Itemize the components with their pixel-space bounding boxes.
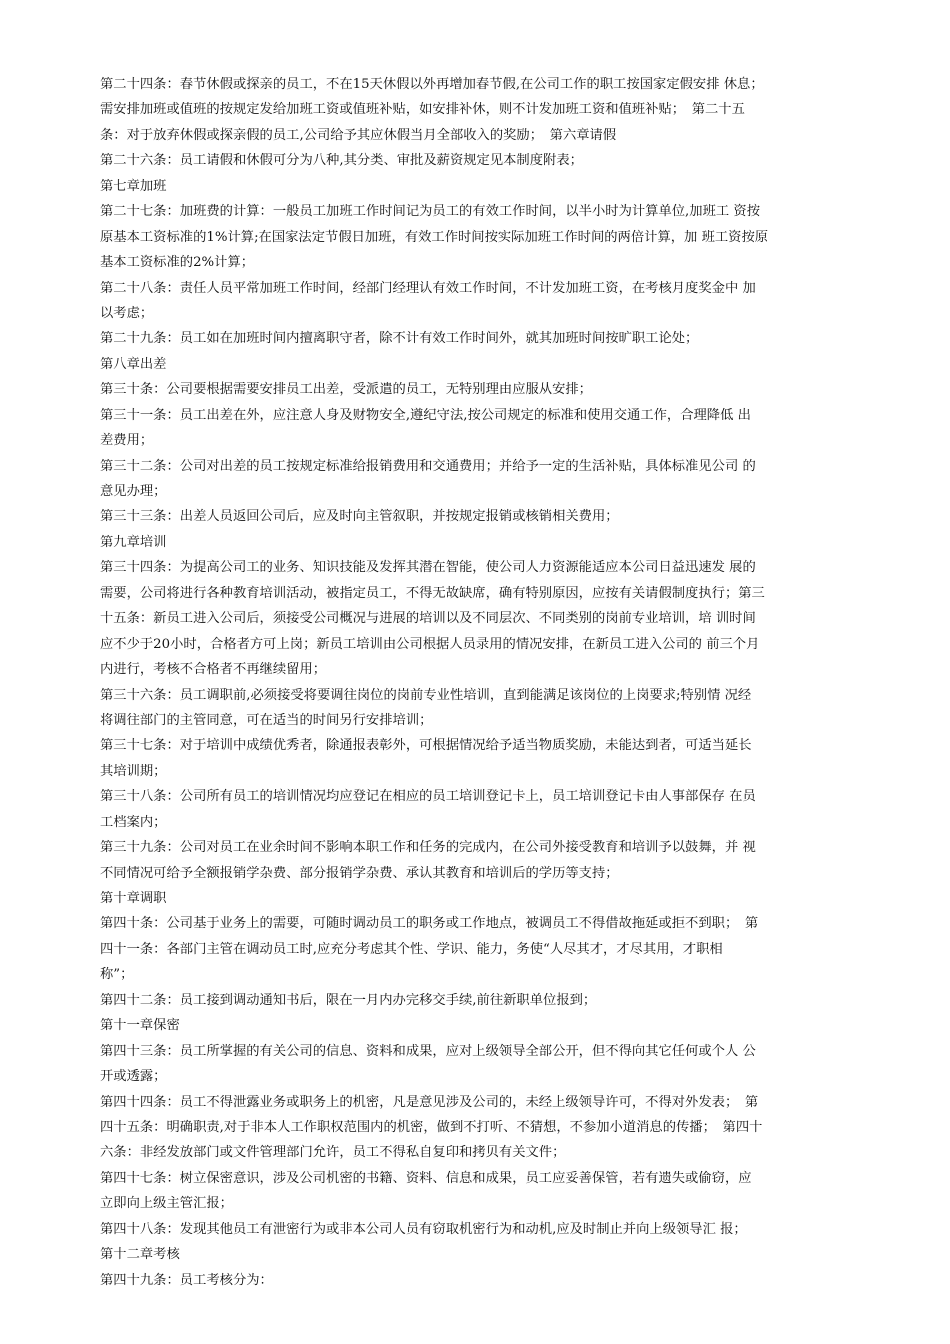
text-line: 基本工资标准的2%计算； (100, 255, 255, 271)
text-line: 第二十八条：责任人员平常加班工作时间，经部门经理认有效工作时间，不计发加班工资，在考核月度奖金中 加 (100, 280, 756, 296)
text-line: 第十二章考核 (100, 1247, 180, 1263)
text-line: 立即向上级主管汇报； (100, 1196, 233, 1212)
text-line: 不同情况可给予全额报销学杂费、部分报销学杂费、承认其教育和培训后的学历等支持； (100, 865, 619, 881)
text-line: 第三十四条：为提高公司工的业务、知识技能及发挥其潜在智能，使公司人力资源能适应本公司日益迅速发 展的 (100, 560, 756, 576)
text-line: 第八章出差 (100, 356, 167, 372)
text-line: 六条：非经发放部门或文件管理部门允许，员工不得私自复印和拷贝有关文件； (100, 1145, 566, 1161)
text-line: 第三十一条：员工出差在外，应注意人身及财物安全,遵纪守法,按公司规定的标准和使用交通工作，合理降低 出 (100, 407, 751, 423)
text-line: 称”； (100, 967, 134, 983)
text-line: 第二十七条：加班费的计算：一般员工加班工作时间记为员工的有效工作时间，以半小时为计算单位,加班工 资按 (100, 204, 760, 220)
text-line: 第四十七条：树立保密意识，涉及公司机密的书籍、资料、信息和成果，员工应妥善保管，若有遗失或偷窃，应 (100, 1170, 752, 1186)
text-line: 内进行，考核不合格者不再继续留用； (100, 662, 327, 678)
text-line: 第三十八条：公司所有员工的培训情况均应登记在相应的员工培训登记卡上，员工培训登记卡由人事部保存 在员 (100, 789, 756, 805)
text-line: 第二十九条：员工如在加班时间内擅离职守者，除不计有效工作时间外，就其加班时间按旷职工论处； (100, 331, 699, 347)
text-line: 差费用； (100, 433, 154, 449)
text-line: 第三十九条：公司对员工在业余时间不影响本职工作和任务的完成内，在公司外接受教育和培训予以鼓舞，并 视 (100, 840, 756, 856)
text-line: 第四十九条：员工考核分为： (100, 1272, 273, 1288)
text-line: 需要，公司将进行各种教育培训活动，被指定员工，不得无故缺席，确有特别原因，应按有关请假制度执行；第三 (100, 585, 765, 601)
text-line: 其培训期； (100, 763, 167, 779)
text-line: 开或透露； (100, 1069, 167, 1085)
text-line: 第四十二条：员工接到调动通知书后，限在一月内办完移交手续,前往新职单位报到； (100, 992, 597, 1008)
text-line: 第四十八条：发现其他员工有泄密行为或非本公司人员有窃取机密行为和动机,应及时制止并向上级领导汇 报； (100, 1221, 747, 1237)
text-line: 将调往部门的主管同意，可在适当的时间另行安排培训； (100, 712, 433, 728)
text-line: 条：对于放弃休假或探亲假的员工,公司给予其应休假当月全部收入的奖励； 第六章请假 (100, 127, 617, 143)
text-line: 第四十三条：员工所掌握的有关公司的信息、资料和成果，应对上级领导全部公开，但不得向其它任何或个人 公 (100, 1043, 756, 1059)
text-line: 工档案内； (100, 814, 167, 830)
text-line: 第四十条：公司基于业务上的需要，可随时调动员工的职务或工作地点，被调员工不得借故拖延或拒不到职； 第 (100, 916, 759, 932)
text-line: 意见办理； (100, 484, 167, 499)
text-line: 十五条：新员工进入公司后，须接受公司概况与进展的培训以及不同层次、不同类别的岗前专业培训，培 训时间 (100, 611, 756, 627)
text-line: 第二十六条：员工请假和休假可分为八种,其分类、审批及薪资规定见本制度附表； (100, 153, 583, 169)
text-line: 第四十四条：员工不得泄露业务或职务上的机密，凡是意见涉及公司的，未经上级领导许可，不得对外发表； 第 (100, 1094, 759, 1110)
text-line: 需安排加班或值班的按规定发给加班工资或值班补贴，如安排补休，则不计发加班工资和值班补贴； 第二十五 (100, 102, 745, 118)
text-line: 第九章培训 (100, 534, 167, 550)
text-line: 四十五条：明确职责,对于非本人工作职权范围内的机密，做到不打听、不猜想，不参加小道消息的传播； 第四十 (100, 1119, 763, 1135)
text-line: 第三十七条：对于培训中成绩优秀者，除通报表彰外，可根据情况给予适当物质奖励，未能达到者，可适当延长 (100, 738, 752, 754)
text-line: 第三十六条：员工调职前,必须接受将要调往岗位的岗前专业性培训，直到能满足该岗位的上岗要求;特别情 况经 (100, 687, 752, 703)
text-line: 以考虑； (100, 305, 154, 321)
text-line: 应不少于20小时，合格者方可上岗；新员工培训由公司根据人员录用的情况安排，在新员工进入公司的 前三个月 (100, 636, 760, 652)
text-line: 第三十条：公司要根据需要安排员工出差，受派遣的员工，无特别理由应服从安排； (100, 382, 592, 398)
text-line: 原基本工资标准的1%计算;在国家法定节假日加班，有效工作时间按实际加班工作时间的两倍计算，加 班工资按原 (100, 229, 769, 245)
text-line: 第十一章保密 (100, 1018, 180, 1034)
text-line: 第十章调职 (100, 891, 167, 906)
text-line: 第三十二条：公司对出差的员工按规定标准给报销费用和交通费用；并给予一定的生活补贴，具体标准见公司 的 (100, 458, 756, 474)
text-line: 第七章加班 (100, 178, 167, 194)
text-line: 第三十三条：出差人员返回公司后，应及时向主管叙职，并按规定报销或核销相关费用； (100, 509, 619, 525)
text-line: 第二十四条：春节休假或探亲的员工，不在15天休假以外再增加春节假,在公司工作的职工按国家定假安排 休息； (100, 77, 764, 92)
text-line: 四十一条：各部门主管在调动员工时,应充分考虑其个性、学识、能力，务使“人尽其才，才尽其用，才职相 (100, 941, 723, 957)
